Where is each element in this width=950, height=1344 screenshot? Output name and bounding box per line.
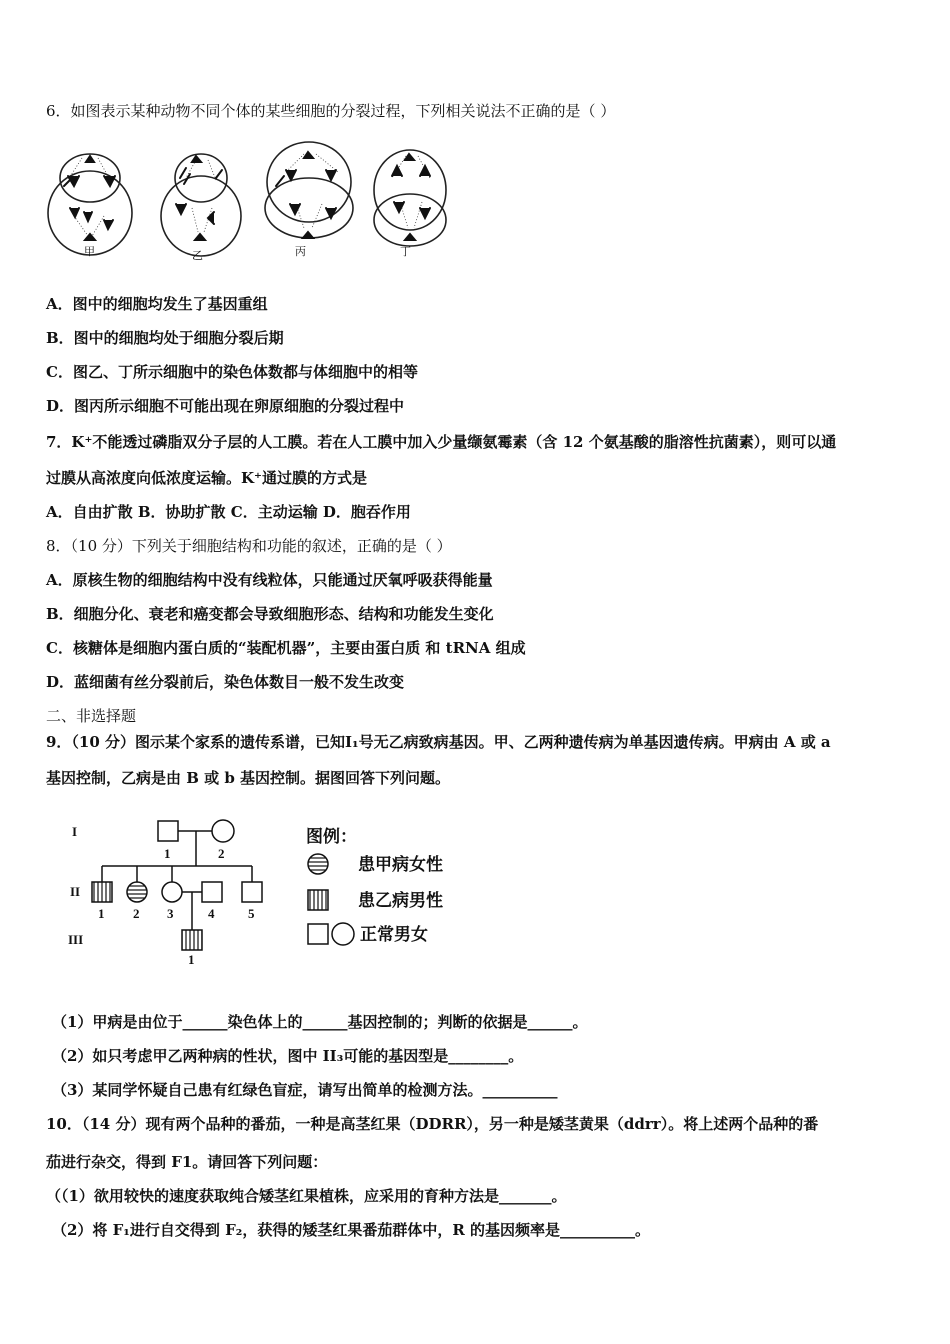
q8-option-d: D．蓝细菌有丝分裂前后，染色体数目一般不发生改变 [46, 673, 405, 691]
cell-label-jia: 甲 [84, 245, 95, 258]
gen1-num-2: 2 [218, 846, 225, 861]
q8-option-b: B．细胞分化、衰老和癌变都会导致细胞形态、结构和功能发生变化 [46, 605, 494, 623]
q9-sub3: （3）某同学怀疑自己患有红绿色盲症，请写出简单的检测方法。__________ [52, 1081, 558, 1099]
cell-label-yi: 乙 [192, 249, 203, 262]
gen1-num-1: 1 [164, 846, 171, 861]
q9-sub2: （2）如只考虑甲乙两种病的性状，图中 II₃可能的基因型是________。 [52, 1047, 524, 1065]
legend-label-normal: 正常男女 [360, 925, 428, 945]
q9-stem-line1: 9．（10 分）图示某个家系的遗传系谱，已知Ⅰ₁号无乙病致病基因。甲、乙两种遗传病为单基因遗传病。甲病由 A 或 a [46, 733, 831, 751]
gen2-num-5: 5 [248, 906, 255, 921]
q10-stem-line1: 10．（14 分）现有两个品种的番茄，一种是高茎红果（DDRR），另一种是矮茎黄果（ddrr）。将上述两个品种的番 [46, 1115, 819, 1133]
gen2-num-3: 3 [167, 906, 174, 921]
q8-option-a: A．原核生物的细胞结构中没有线粒体，只能通过厌氧呼吸获得能量 [46, 571, 493, 589]
cell-label-bing: 丙 [295, 245, 306, 258]
gen2-num-4: 4 [208, 906, 215, 921]
q8-stem: 8．（10 分）下列关于细胞结构和功能的叙述，正确的是（ ） [46, 537, 452, 555]
gen2-female-2-affected-a [127, 882, 147, 902]
legend-female-a-symbol [308, 854, 328, 874]
gen2-male-4 [202, 882, 222, 902]
legend-normal-female-symbol [332, 923, 354, 945]
q7-stem-line1: 7．K⁺不能透过磷脂双分子层的人工膜。若在人工膜中加入少量缬氨霉素（含 12 个氨基酸的脂溶性抗菌素），则可以通 [46, 433, 837, 451]
q10-sub1: （（1）欲用较快的速度获取纯合矮茎红果植株，应采用的育种方法是_______。 [46, 1187, 567, 1205]
q10-stem-line2: 茄进行杂交，得到 F1。请回答下列问题： [46, 1153, 328, 1171]
gen1-male-1 [158, 821, 178, 841]
q7-stem-line2: 过膜从高浓度向低浓度运输。K⁺通过膜的方式是 [46, 469, 367, 487]
gen2-female-3 [162, 882, 182, 902]
legend-normal-male-symbol [308, 924, 328, 944]
gen-label-3: III [68, 932, 84, 947]
q9-stem-line2: 基因控制，乙病是由 B 或 b 基因控制。据图回答下列问题。 [46, 769, 451, 787]
q8-option-c: C．核糖体是细胞内蛋白质的“装配机器”，主要由蛋白质 和 tRNA 组成 [46, 639, 526, 657]
pedigree-chart [60, 812, 480, 972]
legend-label-b: 患乙病男性 [358, 891, 443, 911]
q9-sub1: （1）甲病是由位于______染色体上的______基因控制的；判断的依据是______。 [52, 1013, 588, 1031]
q7-options: A．自由扩散 B．协助扩散 C．主动运输 D．胞吞作用 [46, 503, 411, 521]
gen3-num-1: 1 [188, 952, 195, 967]
q6-option-d: D．图丙所示细胞不可能出现在卵原细胞的分裂过程中 [46, 397, 405, 415]
q6-stem: 6．如图表示某种动物不同个体的某些细胞的分裂过程，下列相关说法不正确的是（ ） [46, 102, 616, 120]
cell-ding-upper [374, 150, 446, 230]
q6-option-a: A．图中的细胞均发生了基因重组 [46, 295, 268, 313]
cell-label-ding: 丁 [400, 245, 411, 258]
gen-label-2: II [70, 884, 81, 899]
section-heading: 二、非选择题 [46, 707, 137, 725]
cell-yi-membrane [161, 176, 241, 256]
gen2-num-2: 2 [133, 906, 140, 921]
q10-sub2: （2）将 F₁进行自交得到 F₂，获得的矮茎红果番茄群体中，R 的基因频率是__________。 [52, 1221, 651, 1239]
gen1-female-2 [212, 820, 234, 842]
gen2-male-5 [242, 882, 262, 902]
cell-division-figure [46, 138, 456, 266]
q6-option-c: C．图乙、丁所示细胞中的染色体数都与体细胞中的相等 [46, 363, 418, 381]
gen2-num-1: 1 [98, 906, 105, 921]
gen-label-1: I [72, 824, 78, 839]
q6-option-b: B．图中的细胞均处于细胞分裂后期 [46, 329, 284, 347]
legend-male-b-symbol [308, 890, 328, 910]
legend-label-a: 患甲病女性 [358, 855, 443, 875]
gen3-male-1-affected-b [182, 930, 202, 950]
gen2-male-1-affected-b [92, 882, 112, 902]
cell-bing-lower [265, 178, 353, 238]
legend-title: 图例： [306, 827, 357, 847]
